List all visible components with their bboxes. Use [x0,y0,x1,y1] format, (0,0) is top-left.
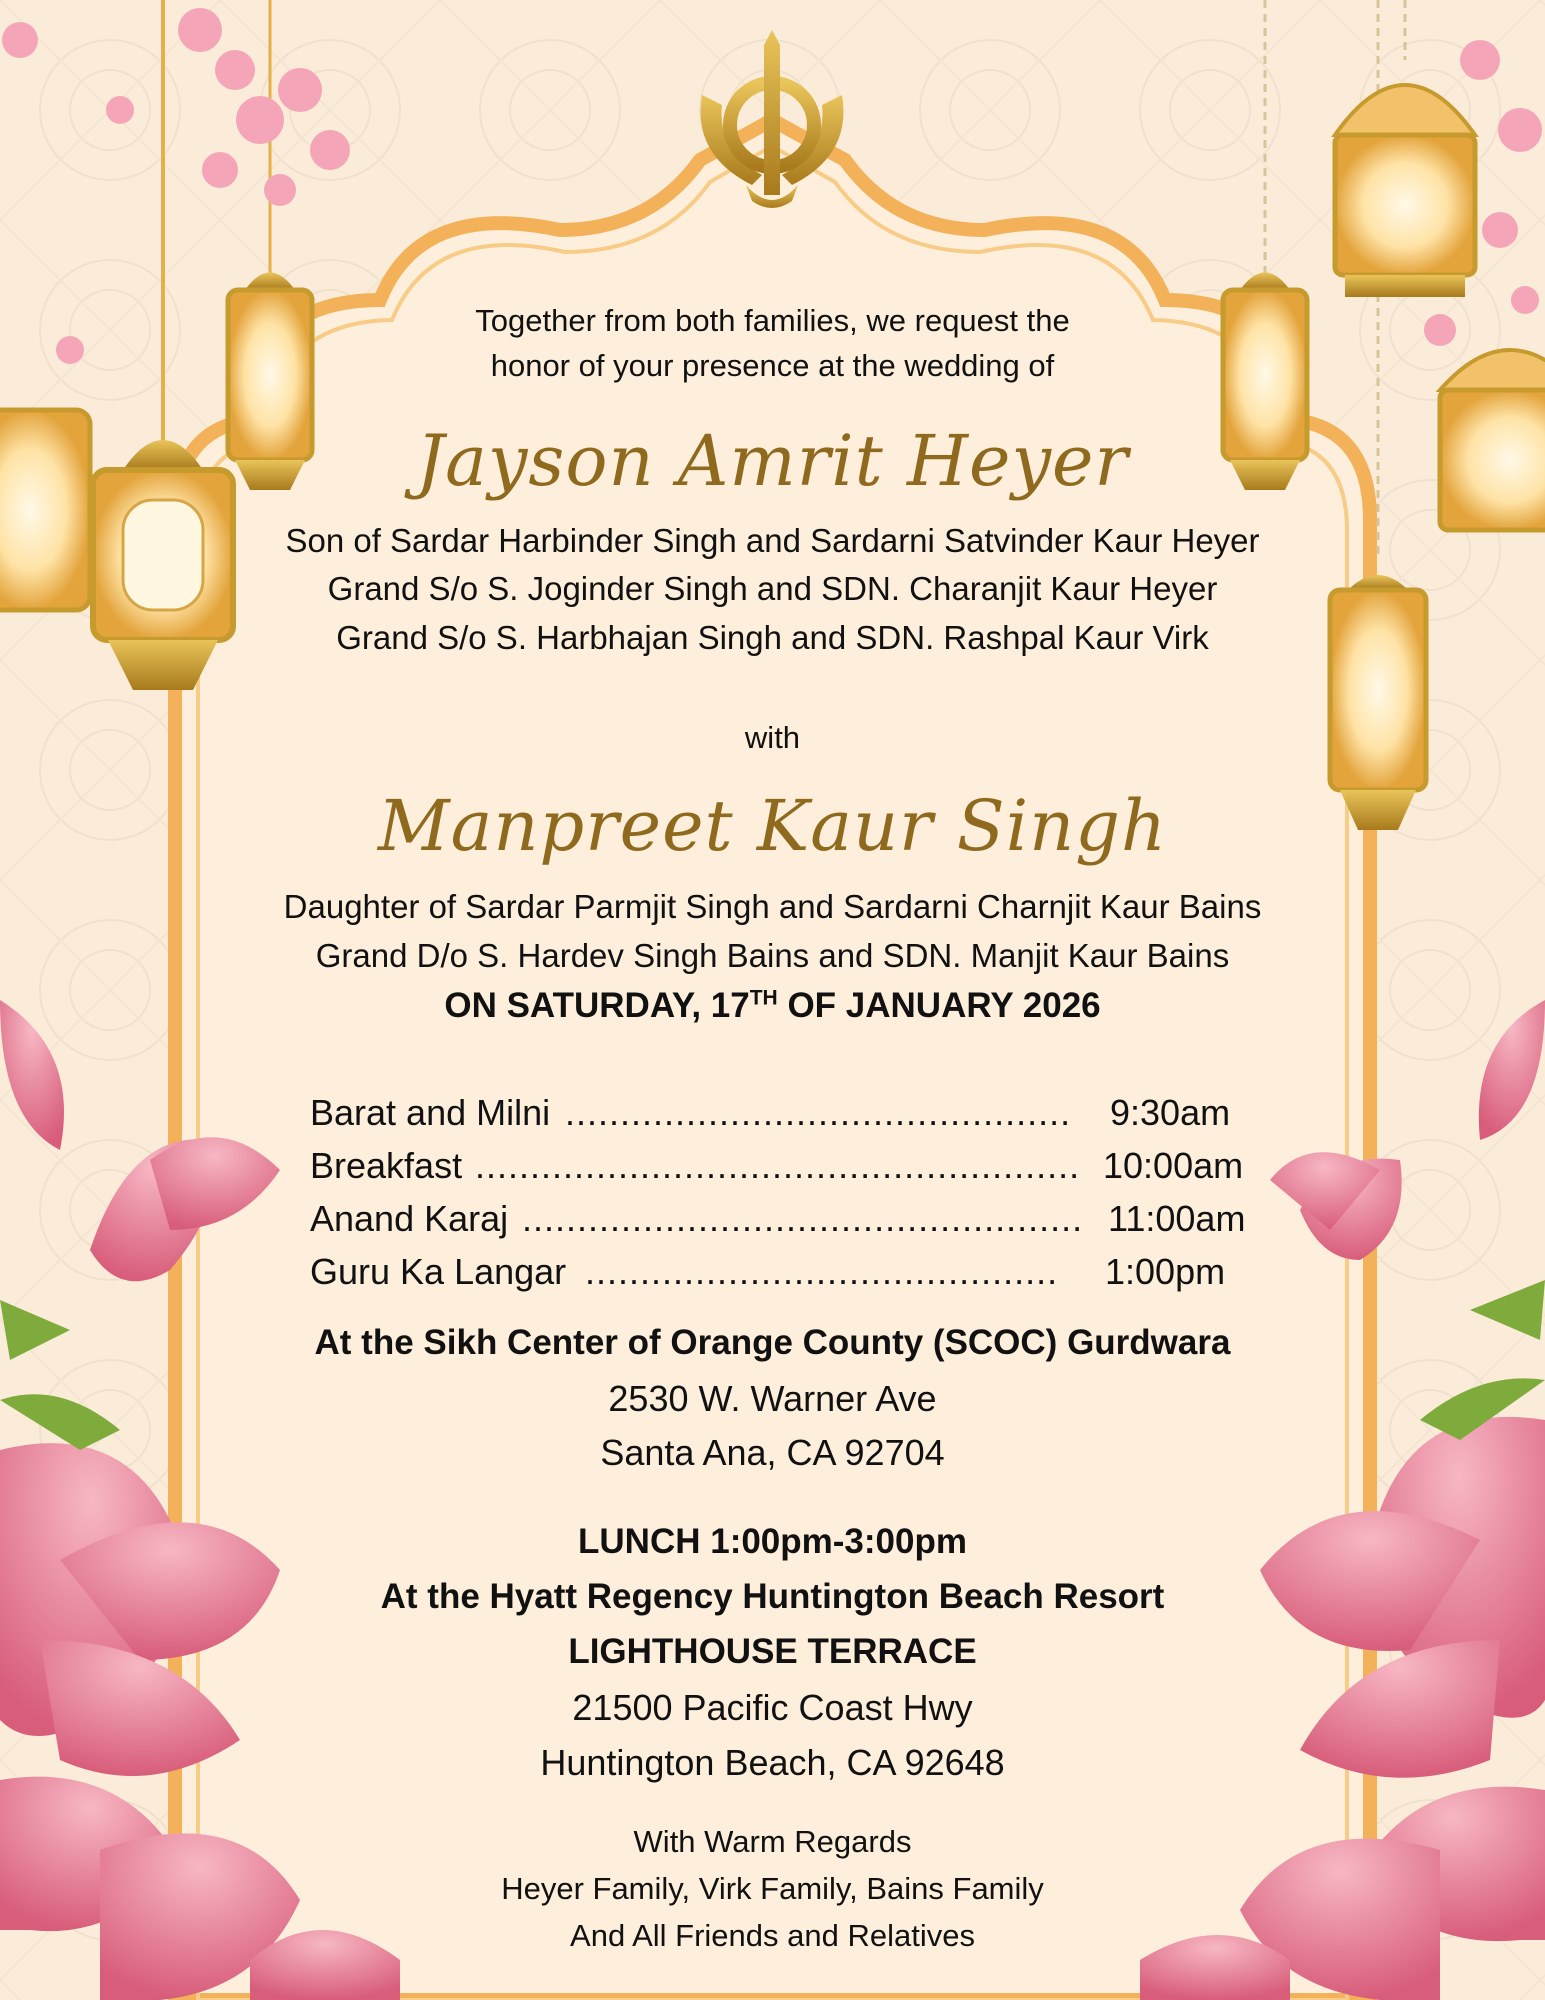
leader-dots: .............................................. [565,1092,1072,1133]
wedding-date [0,986,1545,1026]
closing-greeting: With Warm Regards [633,1824,912,1859]
schedule-time: 1:00pm [1105,1251,1226,1292]
groom-name: Jayson Amrit Heyer [416,420,1129,502]
lunch-street: 21500 Pacific Coast Hwy [572,1687,973,1728]
schedule-row [310,1198,1250,1242]
schedule-row [310,1251,1250,1295]
hanging-lantern-icon [1335,85,1475,297]
schedule-event: Breakfast [310,1145,463,1186]
venue-name: At the Sikh Center of Orange County (SCOC) Gurdwara [314,1323,1231,1362]
venue-city: Santa Ana, CA 92704 [600,1432,945,1473]
lunch-time: LUNCH 1:00pm-3:00pm [578,1522,967,1561]
lunch-city: Huntington Beach, CA 92648 [540,1742,1005,1783]
groom-grandparents-1: Grand S/o S. Joginder Singh and SDN. Charanjit Kaur Heyer [327,570,1218,607]
groom-grandparents-2: Grand S/o S. Harbhajan Singh and SDN. Rashpal Kaur Virk [336,619,1209,656]
schedule-time: 11:00am [1108,1198,1246,1239]
schedule-time: 9:30am [1110,1092,1231,1133]
lunch-room: LIGHTHOUSE TERRACE [568,1632,977,1671]
date-prefix: ON SATURDAY, 17 [444,986,750,1025]
leader-dots: ....................................................... [475,1145,1081,1186]
bride-name: Manpreet Kaur Singh [377,785,1168,867]
groom-parents: Son of Sardar Harbinder Singh and Sardarni Satvinder Kaur Heyer [285,522,1260,559]
lunch-venue: At the Hyatt Regency Huntington Beach Resort [380,1577,1165,1616]
intro-line-1: Together from both families, we request the [475,303,1070,338]
leader-dots: ................................................... [522,1198,1084,1239]
venue-street: 2530 W. Warner Ave [608,1378,937,1419]
intro-line-2: honor of your presence at the wedding of [490,348,1055,383]
schedule-row [310,1145,1250,1189]
schedule-event: Anand Karaj [310,1198,509,1239]
date-rest: OF JANUARY 2026 [777,986,1101,1025]
schedule-event: Guru Ka Langar [310,1251,567,1292]
schedule-row [310,1092,1250,1136]
schedule-time: 10:00am [1103,1145,1244,1186]
schedule-event: Barat and Milni [310,1092,551,1133]
closing-families: Heyer Family, Virk Family, Bains Family [501,1871,1044,1906]
date-suffix: TH [749,986,778,1010]
leader-dots: ........................................... [585,1251,1059,1292]
closing-friends: And All Friends and Relatives [570,1918,975,1953]
with-text: with [744,720,801,755]
bride-parents: Daughter of Sardar Parmjit Singh and Sardarni Charnjit Kaur Bains [283,888,1262,925]
bride-grandparents: Grand D/o S. Hardev Singh Bains and SDN. Manjit Kaur Bains [315,937,1230,974]
